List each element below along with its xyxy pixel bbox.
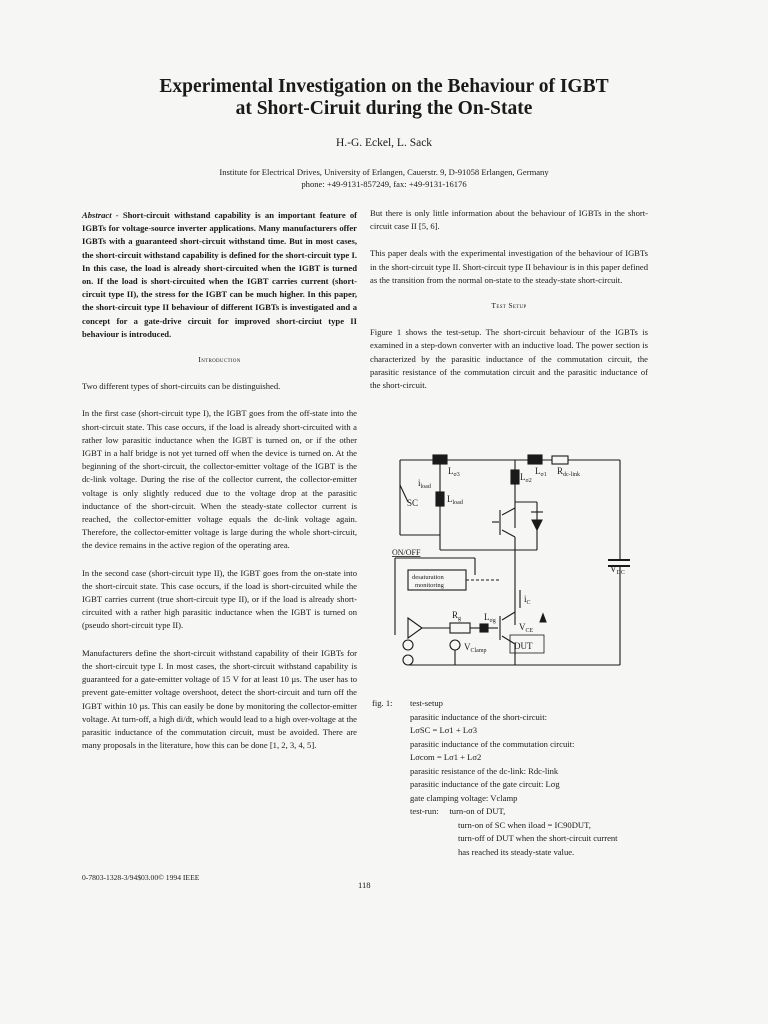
page-number: 118 [358, 880, 371, 890]
fig-label: fig. 1: [372, 698, 393, 708]
caption-line-7: parasitic inductance of the gate circuit: Lσg [410, 779, 560, 789]
label-sc: SC [407, 498, 419, 508]
label-vce: $V_{CE}$ [519, 622, 534, 634]
right-paragraph-1: But there is only little information about the behaviour of IGBTs in the short-circuit case II [5, 6]. [370, 208, 648, 232]
resistor-rdc [552, 456, 568, 464]
title-line-2: at Short-Ciruit during the On-State [235, 98, 533, 119]
label-dut: DUT [514, 641, 533, 651]
caption-line-2: parasitic inductance of the short-circuit: [410, 711, 547, 722]
label-vdc: $V_{DC}$ [610, 564, 625, 576]
heading-introduction: Introduction [198, 355, 241, 365]
resistor-rg [450, 623, 470, 633]
right-paragraph-2: This paper deals with the experimental investigation of the behaviour of IGBTs in the short-circuit type II. Short-circuit type II behaviour is in this paper defined as the transition from the normal on-state to the steady-state short-circuit. [370, 248, 648, 285]
label-rg: $R_g$ [452, 610, 462, 622]
intro-paragraph-2: In the first case (short-circuit type I), the IGBT goes from the off-state into the short-circuit state. This case occurs, if the load is already short-circuited with a rather low parasitic inductance when the IGBT is turned on, or if the other IGBT in a half bridge is not yet turned off when the device is turned on. At the beginning of the short-circuit, the collector-emitter voltage of the IGBT is the dc-link voltage. During the rise of the collector current, the collector-emitter voltage is only slightly reduced due to the voltage drop at the parasitic inductance of the short-circuit. When the steady-state collector current is reached, the collector-emitter voltage equals the dc-link voltage again. Therefore, the collector-emitter voltage is large during the whole short-circuit, the device remains in the active region of the operating area. [82, 408, 357, 551]
caption-line-9 [410, 805, 650, 819]
caption-line-3: LσSC = Lσ1 + Lσ3 [410, 725, 478, 735]
label-ic: $i_C$ [524, 594, 531, 606]
caption-line-6: parasitic resistance of the dc-link: Rdc-link [410, 765, 559, 776]
heading-test-setup: Test Setup [491, 301, 527, 311]
authors: H.-G. Eckel, L. Sack [335, 137, 433, 149]
label-ls1: $L_{\sigma 1}$ [535, 466, 547, 478]
label-onoff: ON/OFF [392, 548, 421, 557]
right-column [370, 207, 648, 402]
caption-line-5: Lσcom = Lσ1 + Lσ2 [410, 752, 482, 762]
label-ls3: $L_{\sigma 3}$ [448, 466, 460, 478]
affiliation: Institute for Electrical Drives, University of Erlangen, Cauerstr. 9, D-91058 Erlangen, Germany [219, 167, 549, 177]
caption-line-10: turn-on of SC when iload = IC90DUT, [458, 819, 591, 830]
right-paragraph-3: Figure 1 shows the test-setup. The short-circuit behaviour of the IGBTs is examined in a step-down converter with an inductive load. The power section is characterized by the parasitic inductance of the commutation circuit, the parasitic resistance of the commutation circuit and the parasitic inductance of the short-circuit. [370, 327, 648, 391]
label-rdc: $R_{dc-link}$ [557, 466, 581, 478]
copyright-notice: 0-7803-1328-3/94$03.00© 1994 IEEE [82, 873, 200, 882]
inductor-ls2 [511, 470, 519, 484]
paper-title [60, 76, 708, 120]
caption-lines [410, 697, 650, 859]
caption-line-8: gate clamping voltage: Vclamp [410, 792, 518, 803]
intro-paragraph-4: Manufacturers define the short-circuit withstand capability of their IGBTs for the short-circuit type I. In most cases, the short-circuit withstand capability is guaranteed for a gate-emitter voltage of 15 V for at least 10 µs. The user has to prevent gate-emitter voltage overshoot, detect the short-circuit and turn off the IGBT within 10 µs. This can easily be done by monitoring the collector-emitter voltage. At turn-off, a high di/dt, which would lead to a high over-voltage at the parasitic inductance of the commutation circuit, must be avoided. There are many proposals in the literature, how this can be done [1, 2, 3, 4, 5]. [82, 647, 357, 751]
caption-line-12: has reached its steady-state value. [458, 846, 575, 857]
label-lsg: $L_{\sigma g}$ [484, 612, 496, 624]
label-lload: $L_{load}$ [447, 494, 463, 506]
abstract-text: Short-circuit withstand capability is an important feature of IGBTs for voltage-source inverter applications. Many manufacturers offer IGBTs with a guaranteed short-circuit withstand time. But in most cases, the short-circuit withstand capability is defined for the short-circuit type I. In this case, the load is already short-circuited when the IGBT is turned on. If the load is short-circuited when the IGBT carries current (short-circuit type II), the stress for the IGBT can be much higher. In this paper, the short-circuit type II behaviour of different IGBTs is investigated and a concept for a gate-drive circuit for improved short-circiut type II behaviour is introduced. [82, 210, 357, 339]
inductor-lload [436, 492, 444, 506]
intro-paragraph-3: In the second case (short-circuit type II), the IGBT goes from the on-state into the short-circuit state. This case occurs, if the load is short-circuited while the IGBT carries current (true short-circuit type II), or if the load is already short-circuited with a rather high parasitic inductance when the IGBT is turned on (pseudo short-circuit type II). [82, 567, 357, 631]
caption-line-4: parasitic inductance of the commutation circuit: [410, 738, 575, 749]
intro-paragraph-1: Two different types of short-circuits can be distinguished. [82, 381, 281, 392]
label-desat-2: monitoring [415, 582, 444, 589]
label-iload: $i_{load}$ [418, 478, 431, 490]
caption-line-1: test-setup [410, 698, 443, 708]
left-column [82, 209, 357, 762]
inductor-lsg [480, 624, 488, 632]
affiliation-block [0, 166, 768, 190]
caption-testrun-step-1: turn-on of DUT, [449, 806, 506, 816]
label-desat-1: desaturation [412, 574, 444, 581]
title-line-1: Experimental Investigation on the Behaviour of IGBT [159, 76, 609, 97]
abstract-label: Abstract - [82, 210, 119, 220]
contact-info: phone: +49-9131-857249, fax: +49-9131-16176 [301, 179, 467, 189]
label-vclamp: $V_{Clamp}$ [464, 642, 487, 654]
label-ls2: $L_{\sigma 2}$ [520, 472, 532, 484]
inductor-ls1 [528, 455, 542, 464]
caption-line-11: turn-off of DUT when the short-circuit current [458, 833, 618, 843]
test-setup-circuit [380, 440, 630, 680]
caption-testrun-label: test-run: [410, 806, 439, 816]
abstract [82, 209, 357, 341]
